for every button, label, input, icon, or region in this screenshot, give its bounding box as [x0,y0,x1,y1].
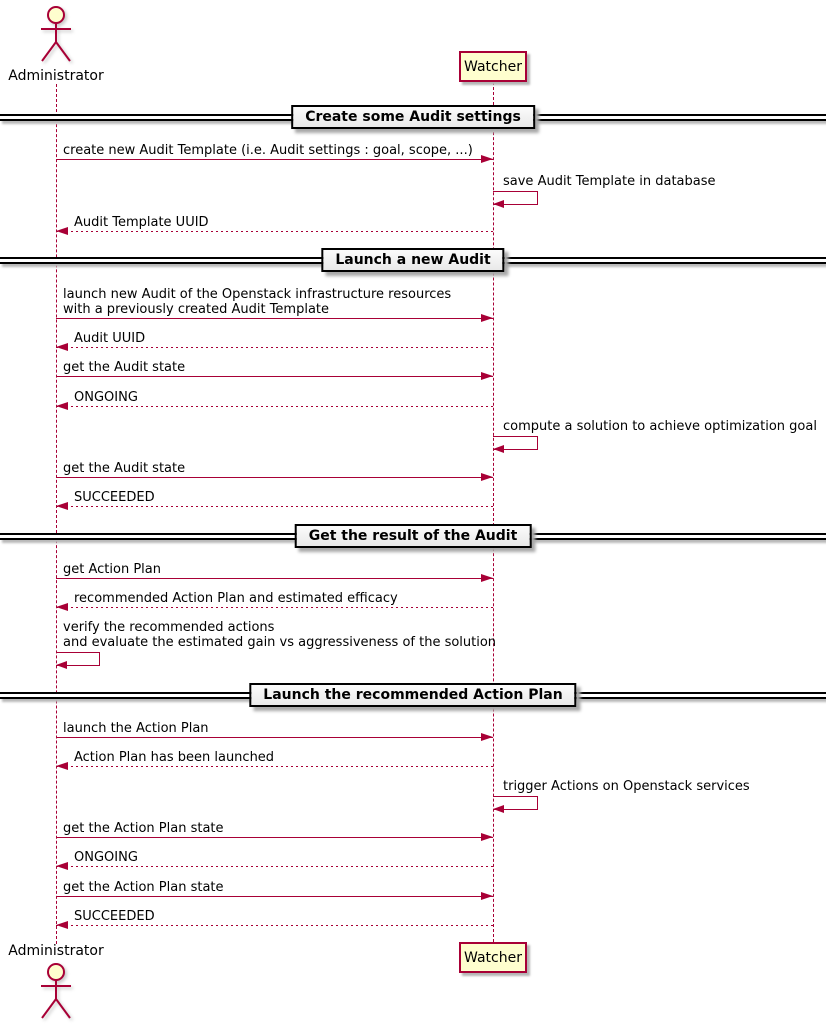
arrowhead-right-icon [481,473,493,481]
message-arrow-solid [56,477,493,478]
arrowhead-left-icon [493,200,504,208]
divider-label: Create some Audit settings [305,109,521,125]
message-arrow-return [56,406,493,407]
arrowhead-left-icon [56,502,68,510]
message-label: get the Audit state [63,360,186,375]
self-message-loop [56,652,100,666]
message-arrow-solid [56,376,493,377]
participant-watcher-label: Watcher [464,949,522,966]
message-label: Audit UUID [74,331,146,346]
arrowhead-right-icon [481,892,493,900]
message-label: ONGOING [74,850,138,865]
message-label: ONGOING [74,390,138,405]
message-label: get the Action Plan state [63,821,224,836]
divider-create-audit-settings [291,105,535,129]
self-message-loop [493,191,538,205]
message-arrow-return [56,925,493,926]
actor-icon [36,5,76,67]
arrowhead-left-icon [493,445,504,453]
message-label: SUCCEEDED [74,909,155,924]
arrowhead-left-icon [56,343,68,351]
message-label: Audit Template UUID [74,215,209,230]
message-arrow-return [56,506,493,507]
message-label [63,287,451,317]
divider-label: Get the result of the Audit [308,528,518,544]
self-message-loop [493,796,538,810]
self-message-loop [493,436,538,450]
message-line-2: and evaluate the estimated gain vs aggressiveness of the solution [63,635,497,650]
message-label: launch the Action Plan [63,721,209,736]
message-arrow-return [56,607,493,608]
lifeline-watcher [493,82,494,942]
message-arrow-return [56,347,493,348]
message-arrow-solid [56,318,493,319]
message-arrow-solid [56,737,493,738]
participant-administrator-top: Administrator [8,68,104,84]
message-label: save Audit Template in database [503,174,716,189]
message-label: SUCCEEDED [74,490,155,505]
message-label: get the Action Plan state [63,880,224,895]
message-label: get the Audit state [63,461,186,476]
lifeline-administrator [56,84,57,944]
arrowhead-left-icon [493,805,504,813]
message-arrow-return [56,766,493,767]
message-arrow-solid [56,837,493,838]
message-line-2: with a previously created Audit Template [63,302,330,317]
message-label: create new Audit Template (i.e. Audit settings : goal, scope, ...) [63,143,473,158]
arrowhead-left-icon [56,762,68,770]
arrowhead-right-icon [481,833,493,841]
message-arrow-solid [56,159,493,160]
actor-icon [36,959,76,1027]
message-label: trigger Actions on Openstack services [503,779,750,794]
arrowhead-left-icon [56,227,68,235]
message-line-1: verify the recommended actions [63,620,275,635]
divider-get-audit-result [295,524,532,548]
arrowhead-left-icon [56,603,68,611]
arrowhead-left-icon [56,661,67,669]
arrowhead-left-icon [56,921,68,929]
message-label: recommended Action Plan and estimated efficacy [74,591,398,606]
arrowhead-right-icon [481,733,493,741]
arrowhead-left-icon [56,862,68,870]
participant-watcher-bottom [459,942,527,973]
participant-watcher-top [459,51,527,82]
divider-label: Launch a new Audit [335,252,491,268]
message-line-1: launch new Audit of the Openstack infrastructure resources [63,287,452,302]
message-label: get Action Plan [63,562,161,577]
message-arrow-return [56,231,493,232]
message-label [63,620,496,650]
message-label: compute a solution to achieve optimization goal [503,419,817,434]
participant-administrator-bottom: Administrator [8,943,104,959]
arrowhead-right-icon [481,574,493,582]
divider-launch-action-plan [249,683,576,707]
arrowhead-right-icon [481,314,493,322]
message-arrow-return [56,866,493,867]
divider-label: Launch the recommended Action Plan [263,687,563,703]
arrowhead-right-icon [481,372,493,380]
participant-watcher-label: Watcher [464,58,522,75]
message-arrow-solid [56,578,493,579]
divider-launch-new-audit [321,248,504,272]
message-arrow-solid [56,896,493,897]
arrowhead-right-icon [481,155,493,163]
arrowhead-left-icon [56,402,68,410]
message-label: Action Plan has been launched [74,750,275,765]
